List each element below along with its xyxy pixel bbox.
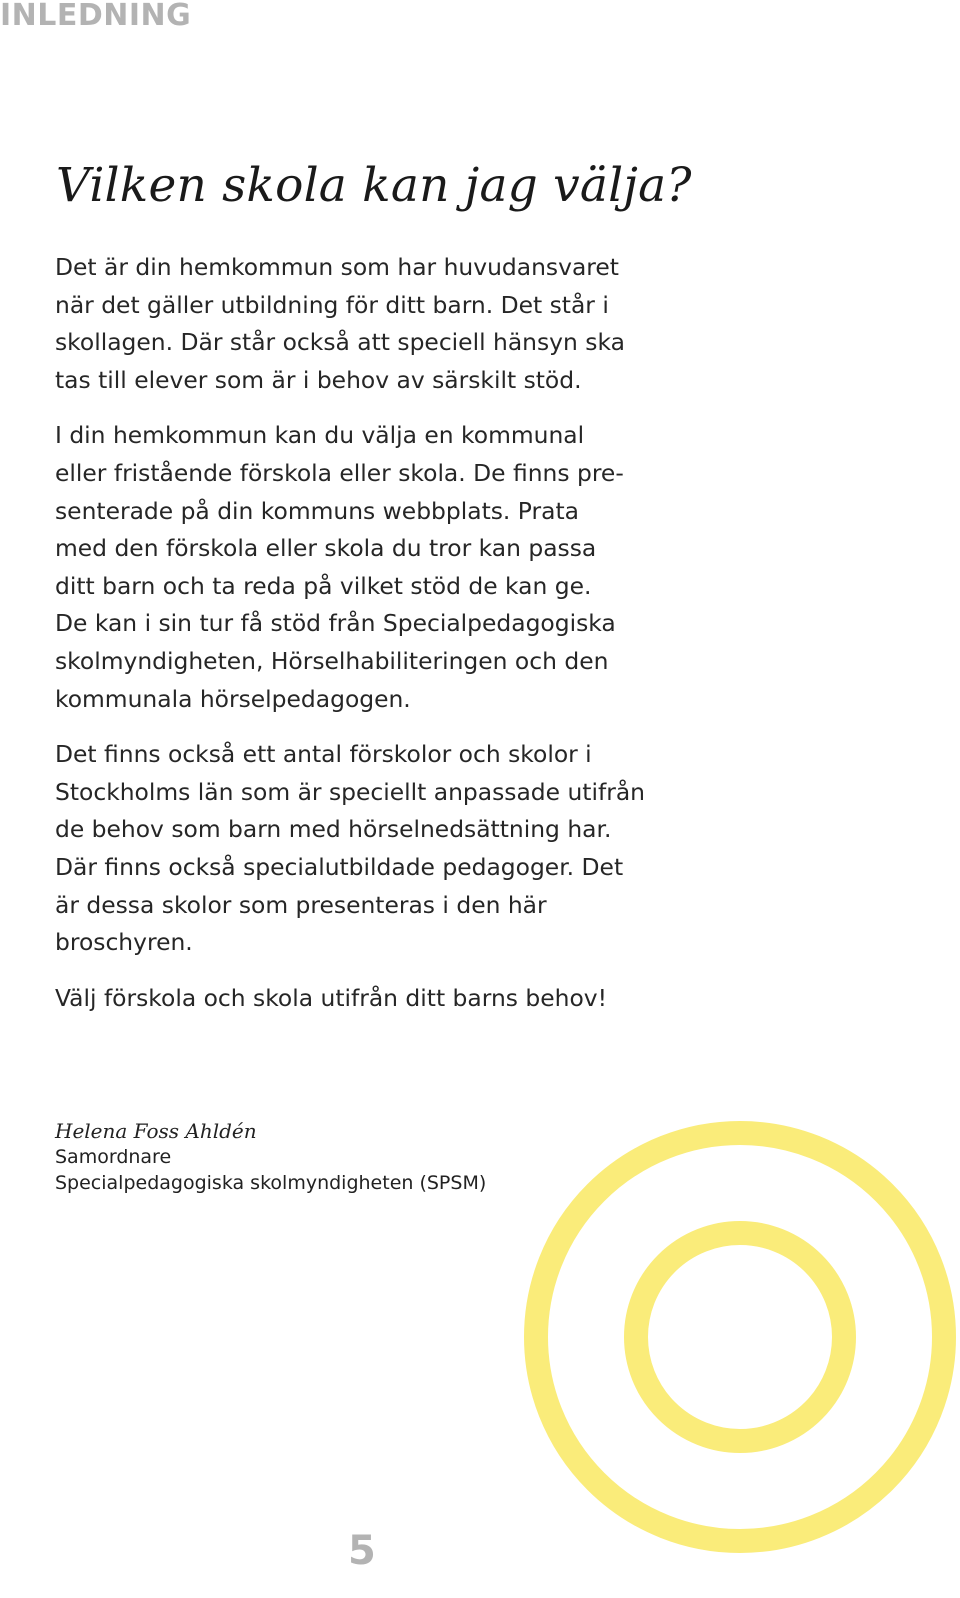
paragraph: Det finns också ett antal förskolor och skolor i Stockholms län som är speciellt anpassade utifrån de behov som barn med hörselnedsättning har. Där finns också specialutbildade pedagoger. Det är dessa skolor som presenteras i den här broschyren. [55,740,645,957]
paragraph: Välj förskola och skola utifrån ditt barns behov! [55,983,607,1012]
page-title: Vilken skola kan jag välja? [56,158,692,213]
paragraph: Det är din hemkommun som har huvudansvaret när det gäller utbildning för ditt barn. Det står i skollagen. Där står också att speciell hänsyn ska tas till elever som är i behov av särskilt stöd. [55,253,625,394]
concentric-rings-decoration [520,1072,960,1598]
signature-role: Samordnare [55,1146,172,1168]
signature-organization: Specialpedagogiska skolmyndigheten (SPSM) [55,1172,487,1194]
body-text [55,249,695,1035]
paragraph: I din hemkommun kan du välja en kommunal eller fristående förskola eller skola. De finns pre- senterade på din kommuns webbplats. Prata med den förskola eller skola du tror kan passa ditt barn och ta reda på vilket stöd de kan ge. De kan i sin tur få stöd från Specialpedagogiska skolmyndigheten, Hörselhabiliteringen och den kommunala hörselpedagogen. [55,421,624,713]
outer-ring [536,1133,944,1541]
inner-ring [636,1233,844,1441]
page-number: 5 [348,1528,376,1574]
signature-block [55,1118,486,1196]
signature-name: Helena Foss Ahldén [55,1119,257,1143]
section-label: INLEDNING [0,0,192,33]
